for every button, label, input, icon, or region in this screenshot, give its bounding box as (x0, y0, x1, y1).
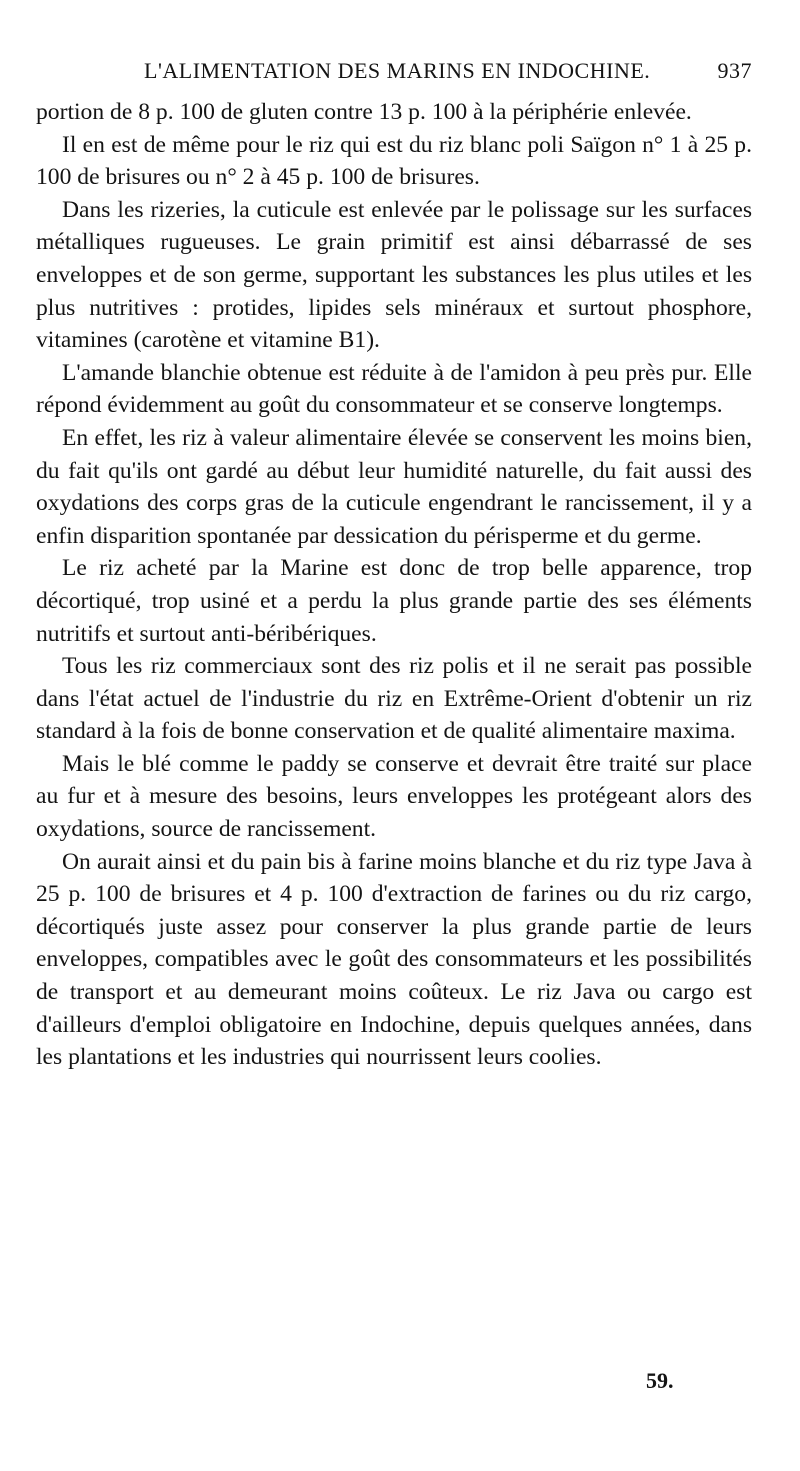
document-page (36, 58, 752, 1074)
paragraph: Dans les rizeries, la cuticule est enlevée par le polissage sur les surfaces métalliques rugueuses. Le grain primitif est ainsi débarrassé de ses enveloppes et de son germe, supportant les substances les plus utiles et les plus nutritives : protides, lipides sels minéraux et surtout phosphore, vitamines (carotène et vitamine B1). (36, 196, 752, 354)
running-head: L'ALIMENTATION DES MARINS EN INDOCHINE. (144, 58, 651, 83)
paragraph: Le riz acheté par la Marine est donc de trop belle apparence, trop décortiqué, trop usiné et a perdu la plus grande partie des ses éléments nutritifs et surtout anti-béribériques. (36, 555, 752, 647)
paragraph: Tous les riz commerciaux sont des riz polis et il ne serait pas possible dans l'état actuel de l'industrie du riz en Extrême-Orient d'obtenir un riz standard à la fois de bonne conservation et de qualité alimentaire maxima. (36, 653, 752, 745)
paragraph: Mais le blé comme le paddy se conserve et devrait être traité sur place au fur et à mesure des besoins, leurs enveloppes les protégeant alors des oxydations, source de rancissement. (36, 750, 752, 843)
page-number: 937 (717, 58, 752, 83)
paragraph: L'amande blanchie obtenue est réduite à de l'amidon à peu près pur. Elle répond évidemment au goût du consommateur et se conserve longtemps. (36, 359, 752, 419)
page-header (36, 58, 752, 96)
paragraph: Il en est de même pour le riz qui est du riz blanc poli Saïgon n° 1 à 25 p. 100 de brisures ou n° 2 à 45 p. 100 de brisures. (36, 131, 752, 191)
signature-mark: 59. (646, 1368, 674, 1393)
paragraph: portion de 8 p. 100 de gluten contre 13 p. 100 à la périphérie enlevée. (36, 99, 692, 125)
paragraph: En effet, les riz à valeur alimentaire élevée se conservent les moins bien, du fait qu'ils ont gardé au début leur humidité naturelle, du fait aussi des oxydations des corps gras de la cuticule engendrant le rancissement, il y a enfin disparition spontanée par dessication du périsperme et du germe. (36, 424, 752, 549)
paragraph: On aurait ainsi et du pain bis à farine moins blanche et du riz type Java à 25 p. 100 de brisures et 4 p. 100 d'extraction de farines ou du riz cargo, décortiqués juste assez pour conserver la plus grande partie de leurs enveloppes, compatibles avec le goût des consommateurs et les possibilités de transport et au demeurant moins coûteux. Le riz Java ou cargo est d'ailleurs d'emploi obligatoire en Indochine, depuis quelques années, dans les plantations et les industries qui nourrissent leurs coolies. (36, 848, 752, 1071)
body-text (36, 96, 752, 1074)
